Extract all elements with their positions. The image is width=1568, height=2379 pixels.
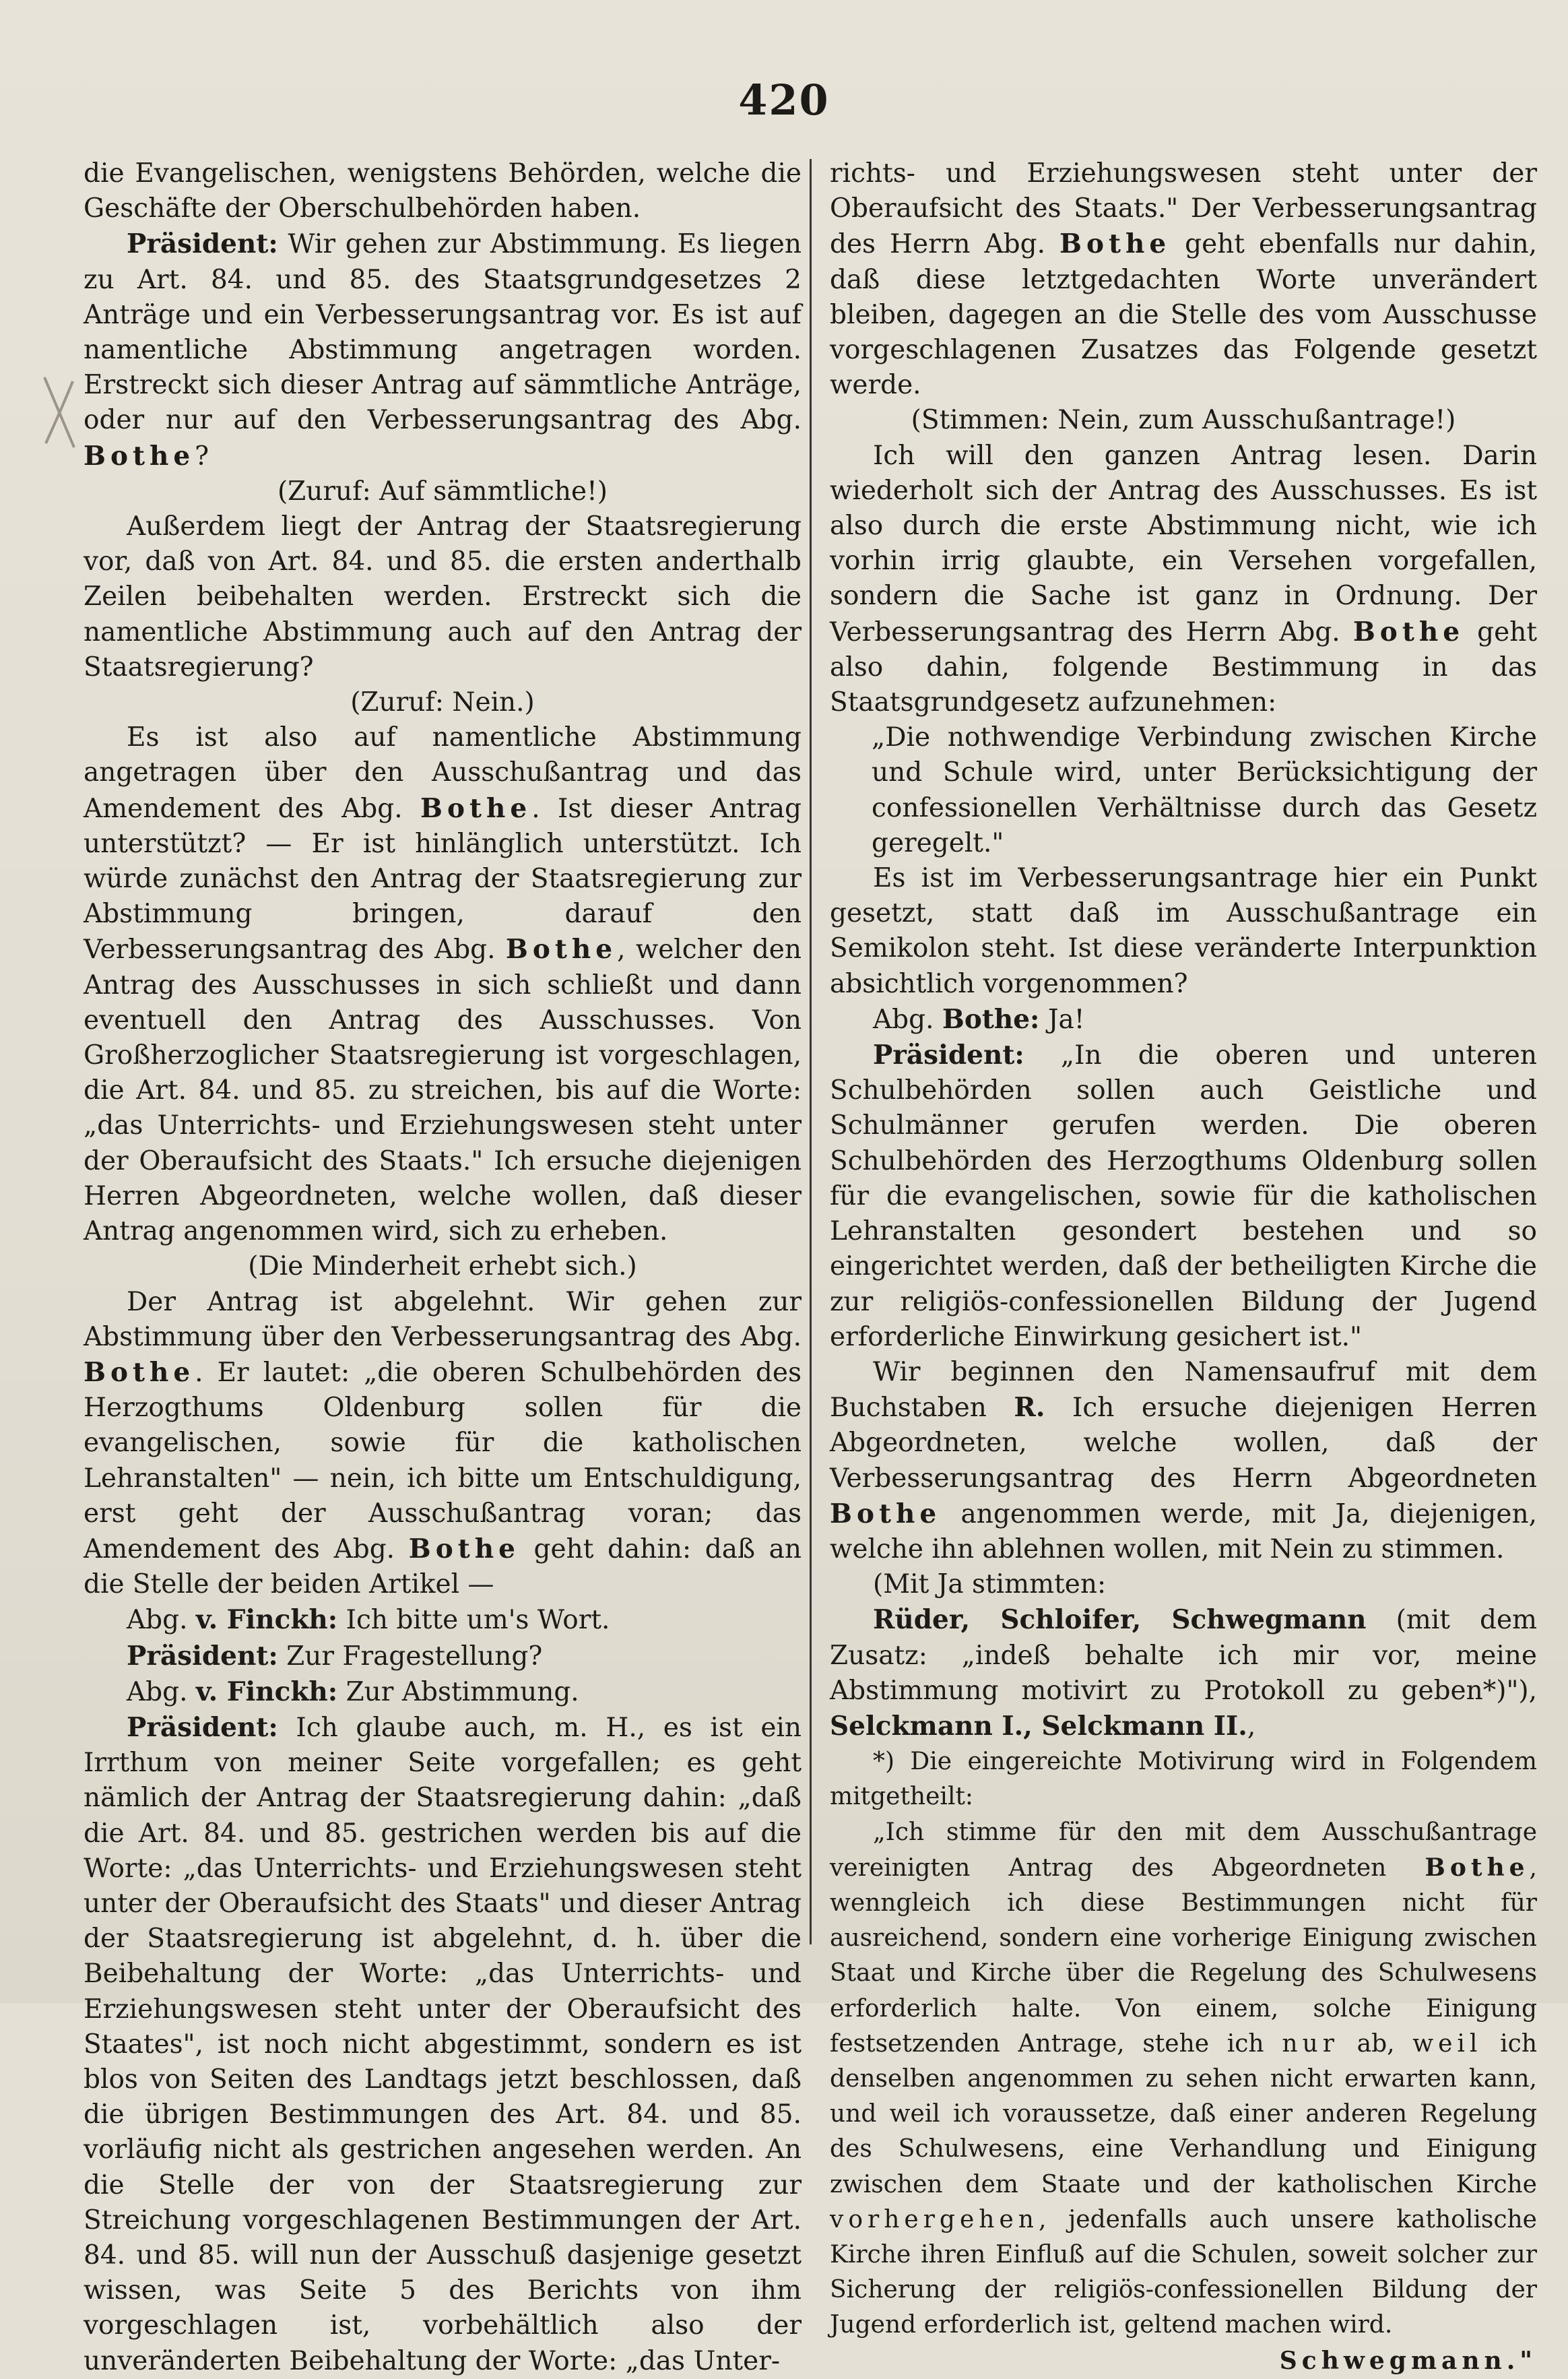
- voter-names: Selckmann I., Selckmann II.: [830, 1710, 1247, 1742]
- emphasis: nur: [1282, 2029, 1339, 2058]
- paragraph: richts- und Erziehungswesen steht unter der Oberaufsicht des Staats." Der Verbesserungsantrag des Herrn Abg. Bothe geht ebenfalls nur dahin, daß diese letztgedachten Worte unverändert bleiben, dagegen an die Stelle des vom Ausschusse vorgeschlagenen Zusatzes das Folgende gesetzt werde.: [830, 158, 1537, 401]
- person-name: Bothe: [1059, 228, 1171, 260]
- paragraph: die Evangelischen, wenigstens Behörden, welche die Geschäfte der Oberschulbehörden haben.: [84, 158, 802, 224]
- vote-list: Rüder, Schloifer, Schwegmann (mit dem Zusatz: „indeß behalte ich mir vor, meine Abstimmung motivirt zu Protokoll zu geben*)"), Selckmann I., Selckmann II.,: [830, 1604, 1537, 1742]
- paragraph: Wir beginnen den Namensaufruf mit dem Buchstaben R. Ich ersuche diejenigen Herren Abgeordneten, welche wollen, daß der Verbesserungsantrag des Herrn Abgeordneten Bothe angenommen werde, mit Ja, diejenigen, welche ihn ablehnen wollen, mit Nein zu stimmen.: [830, 1356, 1537, 1564]
- person-name: Bothe: [420, 792, 532, 824]
- speaker-name: Präsident:: [127, 1640, 278, 1672]
- emphasis: weil: [1412, 2029, 1482, 2058]
- footnote: *) Die eingereichte Motivirung wird in Folgendem mitgetheilt:: [830, 1748, 1537, 1811]
- left-column: [84, 156, 802, 2379]
- person-name: Bothe: [505, 934, 618, 965]
- person-name: Bothe: [84, 1356, 195, 1388]
- paragraph: Präsident: „In die oberen und unteren Schulbehörden sollen auch Geistliche und Schulmänner gerufen werden. Die oberen Schulbehörden des Herzogthums Oldenburg sollen für die evangelischen, sowie für die katholischen Lehranstalten gesondert bestehen und so eingerichtet werden, daß der betheiligten Kirche die zur religiös-confessionellen Bildung der Jugend erforderliche Einwirkung gesichert ist.": [830, 1040, 1537, 1352]
- paragraph: Präsident: Zur Fragestellung?: [127, 1640, 543, 1672]
- paragraph: Ich will den ganzen Antrag lesen. Darin wiederholt sich der Antrag des Ausschusses. Es ist also durch die erste Abstimmung nicht, wie ich vorhin irrig glaubte, ein Versehen vorgefallen, sondern die Sache ist ganz in Ordnung. Der Verbesserungsantrag des Herrn Abg. Bothe geht also dahin, folgende Bestimmung in das Staatsgrundgesetz aufzunehmen:: [830, 440, 1537, 718]
- paragraph: Abg. v. Finckh: Zur Abstimmung.: [127, 1676, 579, 1707]
- person-name: Bothe: [408, 1533, 520, 1564]
- paragraph: Außerdem liegt der Antrag der Staatsregierung vor, daß von Art. 84. und 85. die ersten anderthalb Zeilen beibehalten werden. Erstreckt sich die namentliche Abstimmung auch auf den Antrag der Staatsregierung?: [84, 511, 802, 683]
- interjection: (Zuruf: Nein.): [350, 687, 535, 718]
- right-column: [830, 156, 1537, 2379]
- person-name: Bothe: [830, 1498, 942, 1529]
- interjection: (Die Minderheit erhebt sich.): [248, 1251, 637, 1282]
- speaker-name: Präsident:: [127, 228, 278, 260]
- margin-pencil-mark: [39, 372, 79, 453]
- person-name: Bothe: [84, 440, 195, 472]
- letter: R.: [1014, 1392, 1045, 1424]
- speaker-name: v. Finckh:: [195, 1604, 338, 1636]
- paragraph: Es ist also auf namentliche Abstimmung angetragen über den Ausschußantrag und das Amendement des Abg. Bothe. Ist dieser Antrag unterstützt? — Er ist hinlänglich unterstützt. Ich würde zunächst den Antrag der Staatsregierung zur Abstimmung bringen, darauf den Verbesserungsantrag des Abg. Bothe, welcher den Antrag des Ausschusses in sich schließt und dann eventuell den Antrag des Ausschusses. Von Großherzoglicher Staatsregierung ist vorgeschlagen, die Art. 84. und 85. zu streichen, bis auf die Worte: „das Unterrichts- und Erziehungswesen steht unter der Oberaufsicht des Staats." Ich ersuche diejenigen Herren Abgeordneten, welche wollen, daß dieser Antrag angenommen wird, sich zu erheben.: [84, 722, 802, 1247]
- footnote-quote: „Ich stimme für den mit dem Ausschußantrage vereinigten Antrag des Abgeordneten Bothe, wenngleich ich diese Bestimmungen nicht für ausreichend, sondern eine vorherige Einigung zwischen Staat und Kirche über die Regelung des Schulwesens erforderlich halte. Von einem, solche Einigung festsetzenden Antrage, stehe ich nur ab, weil ich denselben angenommen zu sehen nicht erwarten kann, und weil ich voraussetze, daß einer anderen Regelung des Schulwesens, eine Verhandlung und Einigung zwischen dem Staate und der katholischen Kirche vorhergehen, jedenfalls auch unsere katholische Kirche ihren Einfluß auf die Schulen, soweit solcher zur Sicherung der religiös-confessionellen Bildung der Jugend erforderlich ist, geltend machen wird.: [830, 1818, 1537, 2339]
- paragraph: Präsident: Ich glaube auch, m. H., es ist ein Irrthum von meiner Seite vorgefallen; es geht nämlich der Antrag der Staatsregierung dahin: „daß die Art. 84. und 85. gestrichen werden bis auf die Worte: „das Unterrichts- und Erziehungswesen steht unter der Oberaufsicht des Staats" und dieser Antrag der Staatsregierung ist abgelehnt, d. h. über die Beibehaltung der Worte: „das Unterrichts- und Erziehungswesen steht unter der Oberaufsicht des Staates", ist noch nicht abgestimmt, sondern es ist blos von Seiten des Landtags jetzt beschlossen, daß die übrigen Bestimmungen des Art. 84. und 85. vorläufig nicht als gestrichen angesehen werden. An die Stelle der von der Staatsregierung zur Streichung vorgeschlagenen Bestimmungen der Art. 84. und 85. will nun der Ausschuß dasjenige gesetzt wissen, was Seite 5 des Berichts von ihm vorgeschlagen ist, vorbehältlich also der unveränderten Beibehaltung der Worte: „das Unter-: [84, 1711, 802, 2376]
- paragraph: Es ist im Verbesserungsantrage hier ein Punkt gesetzt, statt daß im Ausschußantrage ein Semikolon steht. Ist diese veränderte Interpunktion absichtlich vorgenommen?: [830, 863, 1537, 999]
- speaker-name: v. Finckh:: [195, 1676, 338, 1707]
- person-name: Bothe: [1352, 616, 1465, 647]
- person-name: Bothe: [1425, 1853, 1530, 1882]
- speaker-name: Präsident:: [873, 1040, 1024, 1071]
- paragraph: Abg. v. Finckh: Ich bitte um's Wort.: [127, 1604, 610, 1636]
- quoted-amendment: „Die nothwendige Verbindung zwischen Kirche und Schule wird, unter Berücksichtigung der confessionellen Verhältnisse durch das Gesetz geregelt.": [872, 722, 1537, 858]
- paragraph: Der Antrag ist abgelehnt. Wir gehen zur Abstimmung über den Verbesserungsantrag des Abg. Bothe. Er lautet: „die oberen Schulbehörden des Herzogthums Oldenburg sollen für die evangelischen, sowie für die katholischen Lehranstalten" — nein, ich bitte um Entschuldigung, erst geht der Ausschußantrag voran; das Amendement des Abg. Bothe geht dahin: daß an die Stelle der beiden Artikel —: [84, 1286, 802, 1600]
- paragraph: Abg. Bothe: Ja!: [873, 1003, 1085, 1035]
- paragraph: Präsident: Wir gehen zur Abstimmung. Es liegen zu Art. 84. und 85. des Staatsgrundgesetzes 2 Anträge und ein Verbesserungsantrag vor. Es ist auf namentliche Abstimmung angetragen worden. Erstreckt sich dieser Antrag auf sämmtliche Anträge, oder nur auf den Verbesserungsantrag des Abg. Bothe?: [84, 228, 802, 472]
- interjection: (Zuruf: Auf sämmtliche!): [277, 476, 608, 507]
- emphasis: vorhergehen: [830, 2205, 1039, 2233]
- interjection: (Stimmen: Nein, zum Ausschußantrage!): [911, 405, 1456, 436]
- speaker-name: Bothe:: [942, 1003, 1040, 1035]
- vote-header: (Mit Ja stimmten:: [873, 1569, 1107, 1600]
- speaker-name: Präsident:: [127, 1711, 278, 1743]
- voter-names: Rüder, Schloifer, Schwegmann: [873, 1604, 1367, 1636]
- page-number: 420: [738, 75, 830, 125]
- signature: Schwegmann.": [1279, 2346, 1537, 2375]
- column-divider: [810, 159, 812, 1944]
